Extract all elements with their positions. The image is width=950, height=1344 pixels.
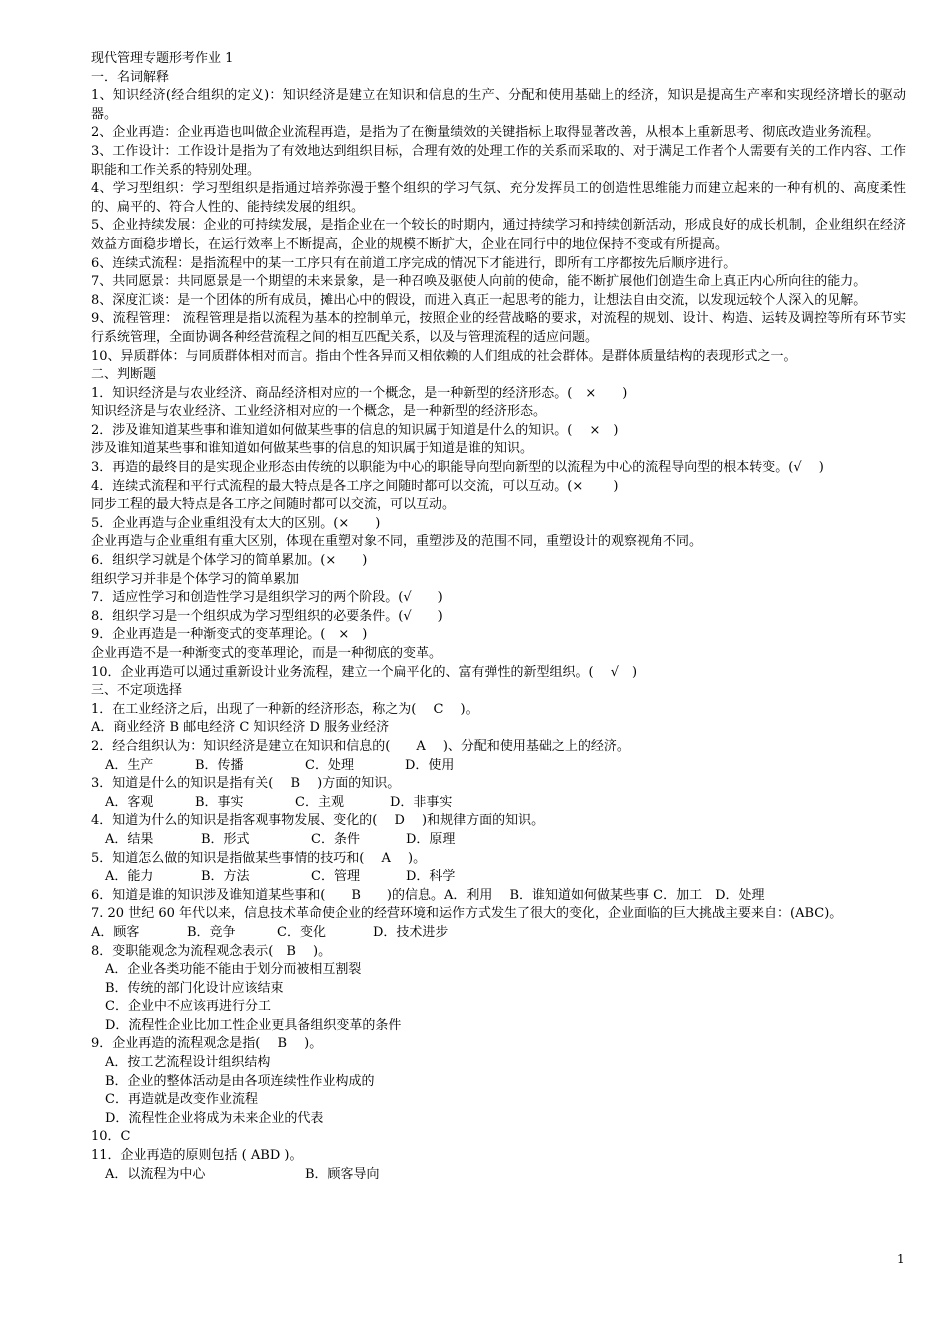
true-false-line: 8．组织学习是一个组织成为学习型组织的必要条件。(√ ) [91, 608, 443, 624]
option: D．原理 [406, 831, 456, 847]
true-false-line: 9．企业再造是一种渐变式的变革理论。( × ) [91, 627, 368, 643]
section-heading-definitions: 一．名词解释 [91, 69, 170, 85]
true-false-line: 6．组织学习就是个体学习的简单累加。(× ) [91, 553, 368, 569]
section-heading-multiple-choice: 三、不定项选择 [91, 683, 183, 699]
page-number: 1 [897, 1252, 905, 1266]
option: B．传统的部门化设计应该结束 [105, 980, 284, 996]
definition-item: 2、企业再造：企业再造也叫做企业流程再造，是指为了在衡量绩效的关键指标上取得显著改善，从根本上重新思考、彻底改造业务流程。 [91, 125, 880, 141]
question: 3．知道是什么的知识是指有关( B )方面的知识。 [91, 776, 401, 792]
option: B．顾客导向 [305, 1166, 380, 1182]
question: 6．知道是谁的知识涉及谁知道某些事和( B )的信息。A．利用 B．谁知道如何做某些事 C．加工 D．处理 [91, 887, 765, 903]
true-false-line: 7．适应性学习和创造性学习是组织学习的两个阶段。(√ ) [91, 590, 443, 606]
document-page [91, 50, 906, 1184]
option: D．技术进步 [373, 924, 449, 940]
true-false-line: 5．企业再造与企业重组没有太大的区别。(× ) [91, 515, 381, 531]
option: A．以流程为中心 [105, 1166, 206, 1182]
definition-item: 1、知识经济(经合组织的定义)：知识经济是建立在知识和信息的生产、分配和使用基础上的经济，知识是提高生产率和实现经济增长的驱动器。 [91, 88, 906, 122]
option: C．再造就是改变作业流程 [105, 1092, 258, 1108]
option: A．生产 [105, 757, 154, 773]
definition-item: 8、深度汇谈：是一个团体的所有成员，摊出心中的假设，而进入真正一起思考的能力，让想法自由交流，以发现远较个人深入的见解。 [91, 292, 867, 308]
option: B．事实 [195, 794, 244, 810]
question: 9．企业再造的流程观念是指( B )。 [91, 1036, 323, 1052]
question-options [91, 1166, 906, 1185]
definition-item: 9、流程管理： 流程管理是指以流程为基本的控制单元，按照企业的经营战略的要求，对流程的规划、设计、构造、运转及调控等所有环节实行系统管理，全面协调各种经营流程之间的相互匹配关系，以及与管理流程的适应问题。 [91, 311, 906, 345]
question: 4．知道为什么的知识是指客观事物发展、变化的( D )和规律方面的知识。 [91, 813, 545, 829]
true-false-line: 知识经济是与农业经济、工业经济相对应的一个概念，是一种新型的经济形态。 [91, 404, 547, 420]
definition-item: 6、连续式流程：是指流程中的某一工序只有在前道工序完成的情况下才能进行，即所有工序都按先后顺序进行。 [91, 255, 737, 271]
option: C．处理 [305, 757, 354, 773]
question-options [91, 794, 906, 813]
question-options [91, 868, 906, 887]
option: D．科学 [406, 869, 456, 885]
question: 1．在工业经济之后，出现了一种新的经济形态，称之为( C )。 [91, 701, 479, 717]
option: A．顾客 [91, 924, 140, 940]
option: A．企业各类功能不能由于划分而被相互割裂 [105, 962, 362, 978]
option: C．企业中不应该再进行分工 [105, 999, 271, 1015]
true-false-line: 1．知识经济是与农业经济、商品经济相对应的一个概念，是一种新型的经济形态。( × ) [91, 385, 628, 401]
option: C．管理 [311, 869, 360, 885]
question: 8．变职能观念为流程观念表示( B )。 [91, 943, 332, 959]
option: D．流程性企业比加工性企业更具备组织变革的条件 [105, 1017, 402, 1033]
option: C．主观 [295, 794, 344, 810]
option: B．方法 [201, 869, 250, 885]
section-heading-true-false: 二、判断题 [91, 367, 157, 383]
definition-item: 4、学习型组织：学习型组织是指通过培养弥漫于整个组织的学习气氛、充分发挥员工的创造性思维能力而建立起来的一种有机的、高度柔性的、扁平的、符合人性的、能持续发展的组织。 [91, 181, 906, 215]
question: 2．经合组织认为：知识经济是建立在知识和信息的( A )、分配和使用基础之上的经济。 [91, 738, 630, 754]
true-false-line: 企业再造不是一种渐变式的变革理论，而是一种彻底的变革。 [91, 646, 443, 661]
option: A．按工艺流程设计组织结构 [105, 1055, 271, 1071]
option: B．企业的整体活动是由各项连续性作业构成的 [105, 1073, 375, 1089]
true-false-line: 涉及谁知道某些事和谁知道如何做某些事的信息的知识属于知道是谁的知识。 [91, 441, 534, 457]
question: 7. 20 世纪 60 年代以来，信息技术革命使企业的经营环境和运作方式发生了很大的变化，企业面临的巨大挑战主要来自：(ABC)。 [91, 906, 843, 922]
definition-item: 5、企业持续发展：企业的可持续发展，是指企业在一个较长的时期内，通过持续学习和持续创新活动，形成良好的成长机制，企业组织在经济效益方面稳步增长，在运行效率上不断提高，企业的规模不断扩大，企业在同行中的地位保持不变或有所提高。 [91, 218, 906, 252]
question: 5．知道怎么做的知识是指做某些事情的技巧和( A )。 [91, 850, 427, 866]
option: D．使用 [405, 757, 455, 773]
question: 10．C [91, 1129, 131, 1145]
option: B．竞争 [187, 924, 236, 940]
question: 11．企业再造的原则包括 ( ABD )。 [91, 1148, 303, 1164]
option: D．流程性企业将成为未来企业的代表 [105, 1110, 324, 1126]
option: B．形式 [201, 831, 250, 847]
true-false-line: 企业再造与企业重组有重大区别，体现在重塑对象不同，重塑涉及的范围不同，重塑设计的观察视角不同。 [91, 534, 703, 550]
true-false-line: 10．企业再造可以通过重新设计业务流程，建立一个扁平化的、富有弹性的新型组织。( √ ) [91, 664, 638, 680]
question-options [91, 924, 906, 943]
definition-item: 3、工作设计：工作设计是指为了有效地达到组织目标，合理有效的处理工作的关系而采取的、对于满足工作者个人需要有关的工作内容、工作职能和工作关系的特别处理。 [91, 143, 906, 178]
definition-item: 10、异质群体：与同质群体相对而言。指由个性各异而又相依赖的人们组成的社会群体。是群体质量结构的表现形式之一。 [91, 348, 797, 364]
definition-item: 7、共同愿景：共同愿景是一个期望的未来景象，是一种召唤及驱使人向前的使命，能不断扩展他们创造生命上真正内心所向往的能力。 [91, 274, 867, 290]
option: A．客观 [105, 794, 154, 810]
true-false-line: 3．再造的最终目的是实现企业形态由传统的以职能为中心的职能导向型向新型的以流程为中心的流程导向型的根本转变。(√ ) [91, 460, 824, 476]
option: B．传播 [195, 757, 244, 773]
question-options [91, 757, 906, 776]
option: C．条件 [311, 831, 360, 847]
option: D．非事实 [390, 794, 453, 810]
true-false-line: 2．涉及谁知道某些事和谁知道如何做某些事的信息的知识属于知道是什么的知识。( × ) [91, 422, 619, 438]
true-false-line: 4．连续式流程和平行式流程的最大特点是各工序之间随时都可以交流，可以互动。(× ) [91, 478, 619, 494]
question-options: A．商业经济 B 邮电经济 C 知识经济 D 服务业经济 [91, 720, 390, 736]
option: A．能力 [105, 869, 154, 885]
question-options [91, 831, 906, 850]
option: C．变化 [277, 924, 326, 940]
true-false-line: 组织学习并非是个体学习的简单累加 [91, 571, 300, 587]
option: A．结果 [105, 831, 154, 847]
true-false-line: 同步工程的最大特点是各工序之间随时都可以交流，可以互动。 [91, 497, 456, 513]
document-title: 现代管理专题形考作业 1 [91, 51, 234, 66]
